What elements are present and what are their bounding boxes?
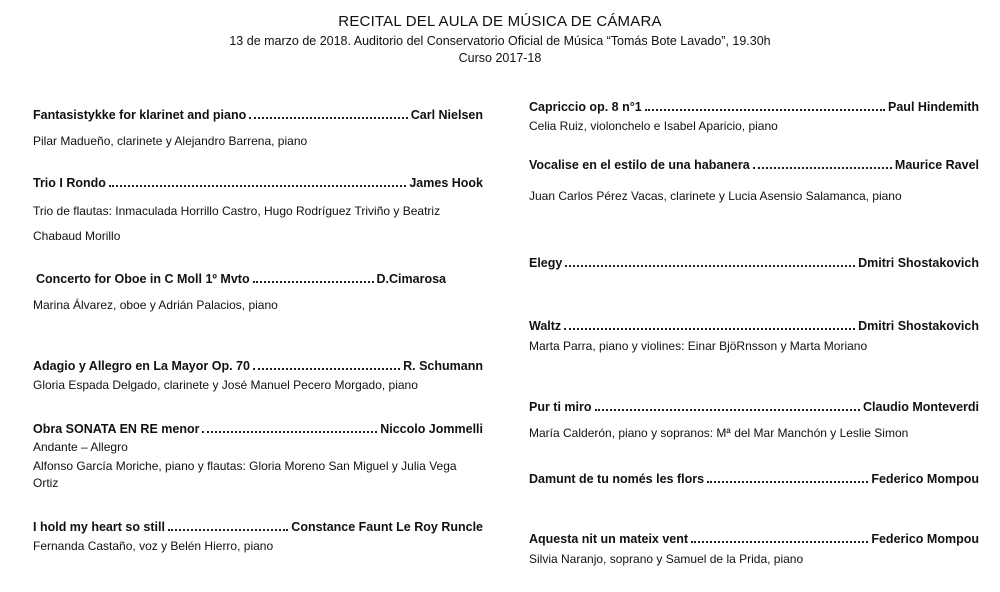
piece-title-line [529,99,979,115]
program-item [33,175,483,249]
piece-composer: Maurice Ravel [894,158,979,172]
piece-title: Capriccio op. 8 n°1 [529,100,642,114]
program-item [529,399,979,442]
piece-title: Vocalise en el estilo de una habanera [529,158,750,172]
dot-leader [109,185,406,187]
piece-performers: Silvia Naranjo, soprano y Samuel de la Prida, piano [529,552,804,566]
piece-composer: Federico Mompou [871,472,979,486]
program-item [529,255,979,271]
dot-leader [707,481,868,483]
piece-composer: Paul Hindemith [888,100,979,114]
piece-title-line [529,255,979,271]
piece-title-line [33,519,483,535]
program-item [529,157,979,205]
piece-composer: Niccolo Jommelli [380,422,483,436]
dot-leader [253,368,400,370]
piece-performers: Celia Ruiz, violonchelo e Isabel Aparicio, piano [529,119,778,133]
dot-leader [249,117,407,119]
piece-performers: Juan Carlos Pérez Vacas, clarinete y Lucia Asensio Salamanca, piano [529,189,902,203]
piece-title-line [33,175,483,191]
piece-performers: Pilar Madueño, clarinete y Alejandro Barrena, piano [33,134,308,148]
piece-title-line [33,421,483,437]
dot-leader [753,167,892,169]
piece-performers: Alfonso García Moriche, piano y flautas: Gloria Moreno San Miguel y Julia Vega Ortiz [33,459,457,490]
piece-composer: D.Cimarosa [376,272,446,286]
piece-title-line [33,358,483,374]
piece-composer: Constance Faunt Le Roy Runcle [291,520,483,534]
piece-composer: Federico Mompou [871,532,979,546]
program-item [33,519,483,555]
dot-leader [691,541,868,543]
piece-title: Damunt de tu només les flors [529,472,705,486]
piece-performers: Marina Álvarez, oboe y Adrián Palacios, piano [33,298,278,312]
piece-composer: Carl Nielsen [410,108,483,122]
piece-title: Elegy [529,256,563,270]
piece-title: Fantasistykke for klarinet and piano [33,108,247,122]
program-title: RECITAL DEL AULA DE MÚSICA DE CÁMARA [338,13,662,30]
piece-title-line [529,531,979,547]
dot-leader [645,109,885,111]
piece-composer: Claudio Monteverdi [863,400,979,414]
program-item [529,471,979,487]
program-item [529,318,979,355]
dot-leader [564,328,855,330]
program-item [33,107,483,150]
program-subtitle: 13 de marzo de 2018. Auditorio del Conservatorio Oficial de Música “Tomás Bote Lavado”, 19.30h [229,34,771,48]
piece-title: I hold my heart so still [33,520,165,534]
piece-title: Adagio y Allegro en La Mayor Op. 70 [33,359,250,373]
piece-title-line [36,271,446,287]
piece-title-line [529,157,979,173]
piece-performers: Fernanda Castaño, voz y Belén Hierro, piano [33,539,274,553]
piece-performers: Marta Parra, piano y violines: Einar BjöRnsson y Marta Moriano [529,339,868,353]
program-item [33,421,483,492]
dot-leader [168,529,288,531]
piece-composer: Dmitri Shostakovich [858,256,979,270]
piece-composer: R. Schumann [403,359,483,373]
program-item [529,99,979,135]
piece-composer: Dmitri Shostakovich [858,319,979,333]
piece-movement: Andante – Allegro [33,440,128,454]
piece-performers: Trio de flautas: Inmaculada Horrillo Castro, Hugo Rodríguez Triviño y Beatriz Chabaud Morillo [33,204,441,243]
program-course: Curso 2017-18 [458,51,542,65]
program-item [33,271,486,314]
piece-title-line [33,107,483,123]
piece-title: Obra SONATA EN RE menor [33,422,200,436]
piece-composer: James Hook [409,176,483,190]
piece-title-line [529,318,979,334]
program-item [529,531,979,568]
piece-title: Pur ti miro [529,400,592,414]
piece-title-line [529,399,979,415]
piece-title: Waltz [529,319,562,333]
dot-leader [202,431,377,433]
piece-performers: María Calderón, piano y sopranos: Mª del Mar Manchón y Leslie Simon [529,426,909,440]
dot-leader [595,409,861,411]
piece-title-line [529,471,979,487]
dot-leader [253,281,374,283]
program-item [33,358,483,394]
dot-leader [565,265,855,267]
piece-title: Concerto for Oboe in C Moll 1º Mvto [36,272,250,286]
piece-title: Trio I Rondo [33,176,106,190]
piece-title: Aquesta nit un mateix vent [529,532,689,546]
piece-performers: Gloria Espada Delgado, clarinete y José Manuel Pecero Morgado, piano [33,378,418,392]
